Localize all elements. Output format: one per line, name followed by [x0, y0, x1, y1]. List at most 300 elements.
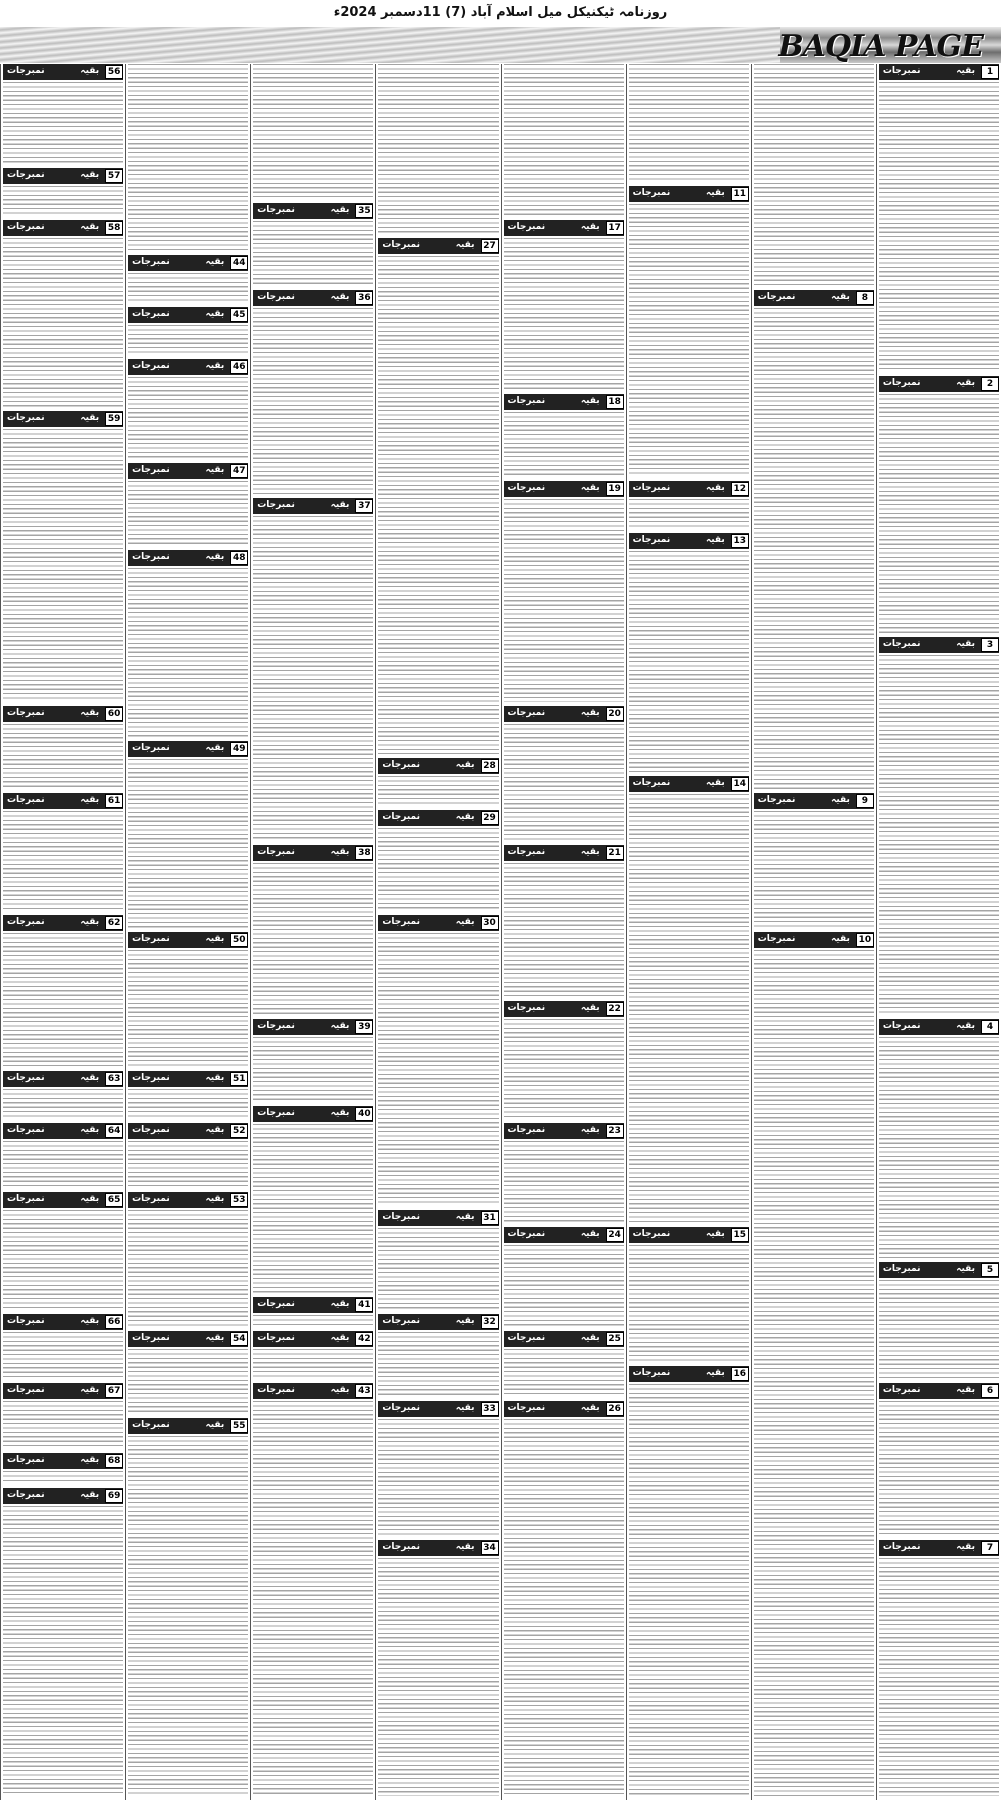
story-header [504, 394, 624, 410]
story-number: 30 [481, 916, 499, 930]
story-body-text [504, 1141, 624, 1223]
story-label: بقیہ [80, 708, 100, 719]
story-number: 14 [731, 777, 749, 791]
story-body-text [504, 499, 624, 703]
story-header [3, 915, 123, 931]
story-header [629, 1227, 749, 1243]
story-header [128, 550, 248, 566]
story-tag: نمبرجات [757, 934, 796, 944]
story-body-text [879, 655, 999, 1015]
story-header [128, 1418, 248, 1434]
story-number: 11 [731, 187, 749, 201]
story-block [504, 1331, 624, 1396]
story-block [3, 220, 123, 407]
story-header [3, 1314, 123, 1330]
story-label: بقیہ [205, 309, 225, 320]
story-header [504, 1123, 624, 1139]
story-body-text [754, 950, 874, 1796]
story-tag: نمبرجات [632, 482, 671, 493]
story-header [378, 1314, 498, 1330]
story-header [3, 411, 123, 427]
story-header [253, 498, 373, 514]
story-block [629, 1227, 749, 1362]
story-number: 65 [105, 1193, 123, 1207]
story-body-text [128, 1436, 248, 1796]
story-block [3, 168, 123, 216]
story-header [879, 1540, 999, 1556]
newspaper-columns [0, 64, 1001, 1800]
story-tag: نمبرجات [257, 500, 295, 510]
story-body-text [253, 308, 373, 494]
story-label: بقیہ [455, 239, 475, 250]
story-number: 61 [105, 794, 123, 808]
story-body-text [504, 238, 624, 390]
story-body-text [3, 1210, 123, 1310]
story-tag: نمبرجات [507, 1402, 546, 1413]
story-tag: نمبرجات [132, 1072, 170, 1083]
story-block [128, 64, 248, 251]
story-tag: نمبرجات [382, 1402, 420, 1413]
story-label: بقیہ [80, 1315, 100, 1326]
story-tag: نمبرجات [7, 66, 45, 76]
story-number: 13 [731, 534, 749, 548]
story-header [3, 1488, 123, 1504]
story-header [128, 463, 248, 479]
story-tag: نمبرجات [7, 1454, 45, 1465]
story-tag: نمبرجات [382, 1211, 420, 1222]
story-tag: نمبرجات [882, 1020, 921, 1031]
story-label: بقیہ [580, 482, 600, 493]
story-label: بقیہ [580, 1124, 600, 1135]
story-number: 24 [606, 1228, 624, 1242]
story-block [3, 915, 123, 1067]
story-header [378, 758, 498, 774]
story-block [504, 394, 624, 477]
story-label: بقیہ [455, 760, 475, 771]
story-tag: نمبرجات [382, 812, 420, 823]
story-number: 32 [481, 1315, 499, 1329]
story-number: 15 [731, 1228, 749, 1242]
story-label: بقیہ [330, 500, 350, 510]
story-label: بقیہ [80, 413, 100, 424]
story-header [879, 376, 999, 392]
story-block [253, 1019, 373, 1102]
story-block [253, 498, 373, 841]
story-block [3, 1383, 123, 1448]
story-block [3, 1071, 123, 1119]
story-header [3, 1071, 123, 1087]
story-body-text [629, 1384, 749, 1796]
story-number: 10 [856, 933, 874, 947]
story-tag: نمبرجات [382, 239, 420, 250]
story-block [754, 932, 874, 1796]
story-header [3, 793, 123, 809]
story-body-text [879, 1558, 999, 1796]
story-label: بقیہ [831, 934, 850, 944]
story-number: 26 [606, 1402, 624, 1416]
story-number: 4 [981, 1020, 999, 1034]
story-body-text [3, 429, 123, 702]
story-label: بقیہ [330, 204, 350, 215]
story-number: 45 [230, 308, 248, 322]
story-number: 6 [981, 1384, 999, 1398]
story-block [253, 290, 373, 494]
story-number: 51 [230, 1072, 248, 1086]
story-label: بقیہ [80, 795, 100, 806]
story-header [629, 186, 749, 202]
story-tag: نمبرجات [257, 847, 295, 858]
story-header [378, 1210, 498, 1226]
story-tag: نمبرجات [257, 1385, 295, 1396]
story-header [253, 1106, 373, 1122]
story-label: بقیہ [705, 1229, 725, 1240]
story-body-text [754, 811, 874, 928]
story-label: بقیہ [80, 1454, 100, 1465]
story-label: بقیہ [455, 1402, 475, 1413]
story-body-text [504, 1245, 624, 1327]
story-header [128, 1331, 248, 1347]
story-tag: نمبرجات [882, 1541, 921, 1552]
story-block [128, 1418, 248, 1796]
story-header [253, 290, 373, 306]
story-block [378, 758, 498, 806]
story-body-text [879, 1280, 999, 1380]
story-header [128, 1192, 248, 1208]
story-number: 38 [355, 846, 373, 860]
story-block [879, 1540, 999, 1796]
story-header [128, 255, 248, 271]
story-block [754, 290, 874, 789]
story-label: بقیہ [330, 291, 350, 302]
story-block [879, 1262, 999, 1380]
story-tag: نمبرجات [507, 482, 546, 493]
story-label: بقیہ [80, 222, 100, 233]
story-header [3, 1192, 123, 1208]
story-tag: نمبرجات [507, 222, 546, 233]
story-number: 69 [105, 1489, 123, 1503]
story-number: 34 [481, 1541, 499, 1555]
story-number: 18 [606, 395, 624, 409]
story-number: 20 [606, 707, 624, 721]
story-body-text [253, 1401, 373, 1796]
story-header [128, 741, 248, 757]
story-number: 21 [606, 846, 624, 860]
story-body-text [504, 724, 624, 841]
story-block [504, 64, 624, 216]
story-label: بقیہ [330, 1298, 350, 1309]
story-label: بقیہ [330, 1333, 350, 1344]
story-tag: نمبرجات [507, 1229, 546, 1240]
story-label: بقیہ [580, 1402, 600, 1413]
story-number: 64 [105, 1124, 123, 1138]
story-body-text [378, 1419, 498, 1536]
story-header [754, 290, 874, 306]
story-body-text [128, 1141, 248, 1188]
story-number: 3 [981, 638, 999, 652]
story-tag: نمبرجات [7, 708, 45, 719]
story-block [128, 1331, 248, 1414]
story-tag: نمبرجات [7, 1124, 45, 1135]
story-label: بقیہ [205, 361, 225, 372]
story-tag: نمبرجات [7, 1072, 45, 1083]
story-tag: نمبرجات [507, 1003, 546, 1014]
story-block [378, 1314, 498, 1397]
story-number: 27 [481, 239, 499, 253]
story-header [3, 1123, 123, 1139]
column-7 [125, 64, 250, 1800]
story-number: 12 [731, 482, 749, 496]
story-label: بقیہ [80, 66, 100, 76]
story-body-text [253, 1349, 373, 1379]
story-body-text [253, 1037, 373, 1102]
story-header [3, 1453, 123, 1469]
story-tag: نمبرجات [382, 1541, 420, 1552]
story-header [253, 1297, 373, 1313]
story-header [253, 1331, 373, 1347]
story-header [3, 64, 123, 80]
story-body-text [879, 394, 999, 632]
story-block [754, 793, 874, 928]
story-tag: نمبرجات [632, 1229, 671, 1240]
story-header [879, 1383, 999, 1399]
story-label: بقیہ [330, 1385, 350, 1396]
story-block [3, 1192, 123, 1310]
story-body-text [128, 273, 248, 303]
story-tag: نمبرجات [132, 361, 170, 372]
story-number: 36 [355, 291, 373, 305]
story-body-text [754, 64, 874, 286]
banner-stripe-pattern [0, 27, 780, 63]
story-label: بقیہ [205, 465, 225, 476]
story-tag: نمبرجات [132, 1420, 170, 1431]
story-block [378, 1401, 498, 1536]
story-label: بقیہ [205, 552, 225, 563]
story-block [629, 1366, 749, 1796]
story-header [504, 1401, 624, 1417]
story-number: 35 [355, 204, 373, 218]
story-block [504, 481, 624, 703]
story-header [754, 793, 874, 809]
story-body-text [253, 863, 373, 1015]
story-label: بقیہ [705, 187, 725, 198]
story-block [128, 463, 248, 546]
column-2 [751, 64, 876, 1800]
story-label: بقیہ [956, 1020, 975, 1031]
story-body-text [378, 64, 498, 234]
story-header [128, 1123, 248, 1139]
story-header [128, 307, 248, 323]
story-block [3, 1453, 123, 1484]
story-header [253, 1383, 373, 1399]
story-tag: نمبرجات [7, 170, 45, 181]
story-number: 22 [606, 1002, 624, 1016]
story-header [253, 1019, 373, 1035]
story-body-text [253, 1124, 373, 1293]
story-body-text [128, 325, 248, 355]
story-header [378, 238, 498, 254]
story-body-text [128, 1210, 248, 1327]
story-label: بقیہ [580, 222, 600, 233]
story-block [3, 793, 123, 911]
story-number: 49 [230, 742, 248, 756]
story-tag: نمبرجات [507, 1124, 546, 1135]
story-number: 31 [481, 1211, 499, 1225]
story-number: 55 [230, 1419, 248, 1433]
story-tag: نمبرجات [507, 708, 546, 719]
story-block [504, 845, 624, 997]
column-3 [626, 64, 751, 1800]
story-block [3, 1488, 123, 1796]
story-label: بقیہ [956, 66, 975, 76]
story-number: 46 [230, 360, 248, 374]
story-body-text [128, 481, 248, 546]
story-tag: نمبرجات [507, 395, 546, 406]
story-body-text [754, 308, 874, 789]
story-block [378, 810, 498, 910]
story-number: 54 [230, 1332, 248, 1346]
story-body-text [504, 1019, 624, 1119]
story-block [378, 1540, 498, 1796]
story-header [629, 1366, 749, 1382]
story-tag: نمبرجات [7, 1194, 45, 1205]
story-body-text [128, 377, 248, 459]
story-block [253, 1297, 373, 1328]
story-block [504, 1401, 624, 1796]
story-tag: نمبرجات [257, 291, 295, 302]
story-body-text [3, 186, 123, 216]
story-label: بقیہ [80, 1072, 100, 1083]
story-body-text [3, 1089, 123, 1119]
story-header [378, 915, 498, 931]
story-tag: نمبرجات [7, 1489, 45, 1500]
story-label: بقیہ [705, 1368, 725, 1378]
story-number: 9 [856, 794, 874, 808]
story-body-text [253, 221, 373, 286]
story-tag: نمبرجات [507, 847, 546, 858]
story-body-text [504, 64, 624, 216]
story-header [879, 1019, 999, 1035]
story-block [3, 1314, 123, 1379]
story-number: 44 [230, 256, 248, 270]
story-tag: نمبرجات [507, 1333, 546, 1344]
story-block [629, 533, 749, 772]
story-number: 39 [355, 1020, 373, 1034]
column-8 [0, 64, 125, 1800]
story-number: 29 [481, 811, 499, 825]
story-tag: نمبرجات [7, 916, 45, 927]
story-header [879, 637, 999, 653]
story-tag: نمبرجات [132, 1194, 170, 1205]
story-label: بقیہ [205, 1072, 225, 1083]
story-tag: نمبرجات [7, 222, 45, 233]
story-tag: نمبرجات [382, 1315, 420, 1326]
story-number: 19 [606, 482, 624, 496]
story-body-text [3, 238, 123, 407]
story-header [3, 706, 123, 722]
story-header [879, 64, 999, 80]
story-tag: نمبرجات [132, 309, 170, 320]
story-number: 23 [606, 1124, 624, 1138]
story-tag: نمبرجات [882, 378, 921, 389]
story-block [128, 1192, 248, 1327]
story-number: 43 [355, 1384, 373, 1398]
story-header [253, 203, 373, 219]
story-number: 28 [481, 759, 499, 773]
story-block [3, 706, 123, 789]
story-tag: نمبرجات [257, 1020, 295, 1031]
story-label: بقیہ [205, 1124, 225, 1135]
story-body-text [879, 1401, 999, 1535]
story-header [128, 359, 248, 375]
story-number: 68 [105, 1454, 123, 1468]
story-block [128, 932, 248, 1067]
story-label: بقیہ [580, 1003, 600, 1014]
story-body-text [128, 950, 248, 1067]
story-tag: نمبرجات [7, 1385, 45, 1396]
story-label: بقیہ [956, 1385, 975, 1396]
story-number: 57 [105, 169, 123, 183]
story-tag: نمبرجات [632, 1368, 671, 1378]
story-block [128, 550, 248, 737]
story-label: بقیہ [580, 847, 600, 858]
story-body-text [128, 759, 248, 928]
story-label: بقیہ [205, 934, 225, 944]
story-block [253, 1106, 373, 1293]
story-block [504, 220, 624, 390]
story-header [504, 706, 624, 722]
story-label: بقیہ [205, 1420, 225, 1431]
story-block [128, 741, 248, 928]
story-block [378, 64, 498, 234]
story-header [754, 932, 874, 948]
story-body-text [3, 1401, 123, 1448]
story-number: 60 [105, 707, 123, 721]
column-1 [876, 64, 1001, 1800]
story-number: 41 [355, 1298, 373, 1312]
story-header [128, 1071, 248, 1087]
story-number: 33 [481, 1402, 499, 1416]
story-header [504, 1331, 624, 1347]
story-block [253, 1383, 373, 1796]
story-label: بقیہ [330, 1107, 350, 1118]
story-block [879, 637, 999, 1015]
story-tag: نمبرجات [132, 256, 170, 267]
story-body-text [629, 499, 749, 529]
story-block [253, 845, 373, 1015]
story-number: 42 [355, 1332, 373, 1346]
story-tag: نمبرجات [882, 1385, 921, 1396]
story-tag: نمبرجات [132, 934, 170, 944]
story-number: 48 [230, 551, 248, 565]
story-body-text [128, 1089, 248, 1119]
story-number: 7 [981, 1541, 999, 1555]
story-body-text [378, 776, 498, 806]
story-number: 1 [981, 65, 999, 79]
story-block [253, 1331, 373, 1379]
story-header [504, 220, 624, 236]
story-body-text [629, 1245, 749, 1362]
story-block [879, 376, 999, 632]
story-tag: نمبرجات [757, 291, 796, 302]
baqia-page-banner [0, 27, 1001, 63]
story-number: 58 [105, 221, 123, 235]
story-header [629, 533, 749, 549]
story-block [128, 255, 248, 303]
story-number: 67 [105, 1384, 123, 1398]
story-tag: نمبرجات [757, 795, 796, 806]
story-number: 66 [105, 1315, 123, 1329]
story-body-text [128, 64, 248, 251]
